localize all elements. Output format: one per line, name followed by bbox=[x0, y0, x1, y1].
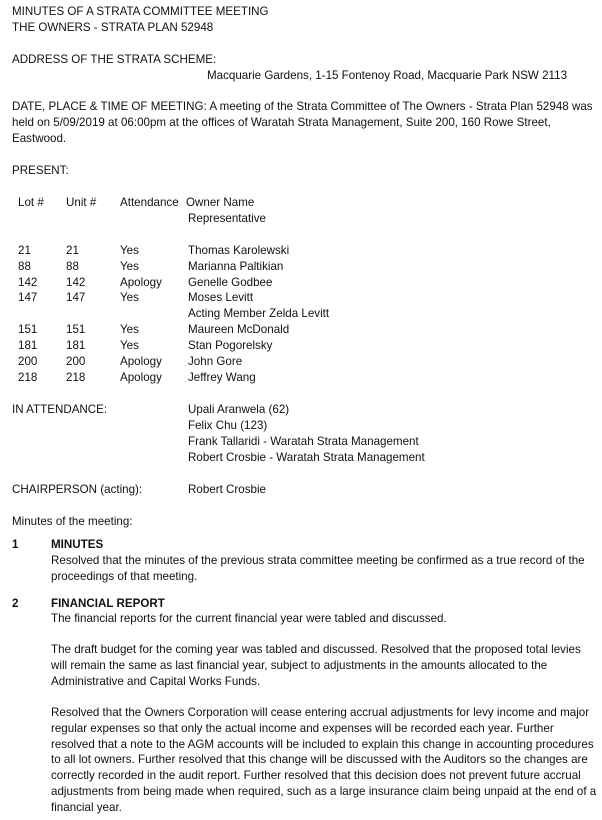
present-label: PRESENT: bbox=[12, 164, 69, 177]
cell-attendance: Apology bbox=[120, 276, 162, 289]
cell-unit: 88 bbox=[66, 260, 79, 273]
cell-attendance: Yes bbox=[120, 244, 139, 257]
cell-unit: 21 bbox=[66, 244, 79, 257]
document-subtitle: THE OWNERS - STRATA PLAN 52948 bbox=[12, 21, 214, 34]
cell-attendance: Yes bbox=[120, 339, 139, 352]
cell-lot: 21 bbox=[18, 244, 31, 257]
document-title: MINUTES OF A STRATA COMMITTEE MEETING bbox=[12, 5, 269, 18]
attendee-name: Robert Crosbie - Waratah Strata Management bbox=[188, 451, 425, 464]
cell-unit: 218 bbox=[66, 371, 86, 384]
section-heading: MINUTES bbox=[51, 538, 104, 551]
cell-acting-member: Acting Member Zelda Levitt bbox=[188, 307, 330, 320]
cell-lot: 147 bbox=[18, 291, 38, 304]
cell-unit: 200 bbox=[66, 355, 86, 368]
attendee-name: Upali Aranwela (62) bbox=[188, 403, 290, 416]
minutes-intro: Minutes of the meeting: bbox=[12, 515, 133, 528]
cell-name: Stan Pogorelsky bbox=[188, 339, 273, 352]
cell-lot: 142 bbox=[18, 276, 38, 289]
cell-attendance: Yes bbox=[120, 260, 139, 273]
in-attendance-label: IN ATTENDANCE: bbox=[12, 403, 108, 416]
cell-unit: 142 bbox=[66, 276, 86, 289]
header-lot: Lot # bbox=[18, 196, 44, 209]
cell-unit: 151 bbox=[66, 323, 86, 336]
header-representative: Representative bbox=[188, 212, 266, 225]
cell-name: John Gore bbox=[188, 355, 243, 368]
cell-unit: 181 bbox=[66, 339, 86, 352]
header-attendance: Attendance bbox=[120, 196, 179, 209]
cell-lot: 181 bbox=[18, 339, 38, 352]
header-unit: Unit # bbox=[66, 196, 97, 209]
cell-name: Genelle Godbee bbox=[188, 276, 273, 289]
cell-name: Jeffrey Wang bbox=[188, 371, 256, 384]
address-value: Macquarie Gardens, 1-15 Fontenoy Road, Macquarie Park NSW 2113 bbox=[207, 69, 568, 82]
cell-attendance: Apology bbox=[120, 355, 162, 368]
header-owner: Owner Name bbox=[186, 196, 255, 209]
section-paragraph: Resolved that the minutes of the previous strata committee meeting be confirmed as a true record of the proceedings of that meeting. bbox=[51, 554, 585, 583]
section-paragraph: The financial reports for the current financial year were tabled and discussed. bbox=[51, 612, 447, 625]
cell-lot: 200 bbox=[18, 355, 38, 368]
cell-lot: 88 bbox=[18, 260, 31, 273]
cell-lot: 218 bbox=[18, 371, 38, 384]
cell-unit: 147 bbox=[66, 291, 86, 304]
section-paragraph: The draft budget for the coming year was tabled and discussed. Resolved that the proposed total levies will remain the same as last financial year, subject to adjustments in the amounts allocated to the Administrative and Capital Works Funds. bbox=[51, 643, 581, 688]
address-label: ADDRESS OF THE STRATA SCHEME: bbox=[12, 53, 217, 66]
section-paragraph: Resolved that the Owners Corporation will cease entering accrual adjustments for levy income and major regular expenses so that only the actual income and expenses will be recorded each year. Further resolved that a note to the AGM accounts will be included to explain this change in accounting procedures to all lot owners. Further resolved that this change will be discussed with the Auditors so the changes are correctly recorded in the audit report. Further resolved that this decision does not prevent future accrual adjustments from being made when required, such as a large insurance claim being unpaid at the end of a financial year. bbox=[51, 706, 597, 814]
cell-attendance: Yes bbox=[120, 323, 139, 336]
chairperson-name: Robert Crosbie bbox=[188, 483, 266, 496]
cell-name: Moses Levitt bbox=[188, 291, 254, 304]
cell-name: Thomas Karolewski bbox=[188, 244, 290, 257]
section-heading: FINANCIAL REPORT bbox=[51, 597, 165, 610]
cell-lot: 151 bbox=[18, 323, 38, 336]
cell-name: Maureen McDonald bbox=[188, 323, 290, 336]
section-number: 1 bbox=[12, 538, 19, 551]
attendee-name: Felix Chu (123) bbox=[188, 419, 268, 432]
chairperson-label: CHAIRPERSON (acting): bbox=[12, 483, 143, 496]
cell-name: Marianna Paltikian bbox=[188, 260, 284, 273]
cell-attendance: Yes bbox=[120, 291, 139, 304]
attendee-name: Frank Tallaridi - Waratah Strata Management bbox=[188, 435, 419, 448]
meeting-details: DATE, PLACE & TIME OF MEETING: A meeting of the Strata Committee of The Owners - Strata Plan 52948 was held on 5/09/2019 at 06:00pm at the offices of Waratah Strata Management, Suite 200, 160 Rowe Street, Eastwood. bbox=[12, 100, 593, 145]
section-number: 2 bbox=[12, 597, 19, 610]
cell-attendance: Apology bbox=[120, 371, 162, 384]
